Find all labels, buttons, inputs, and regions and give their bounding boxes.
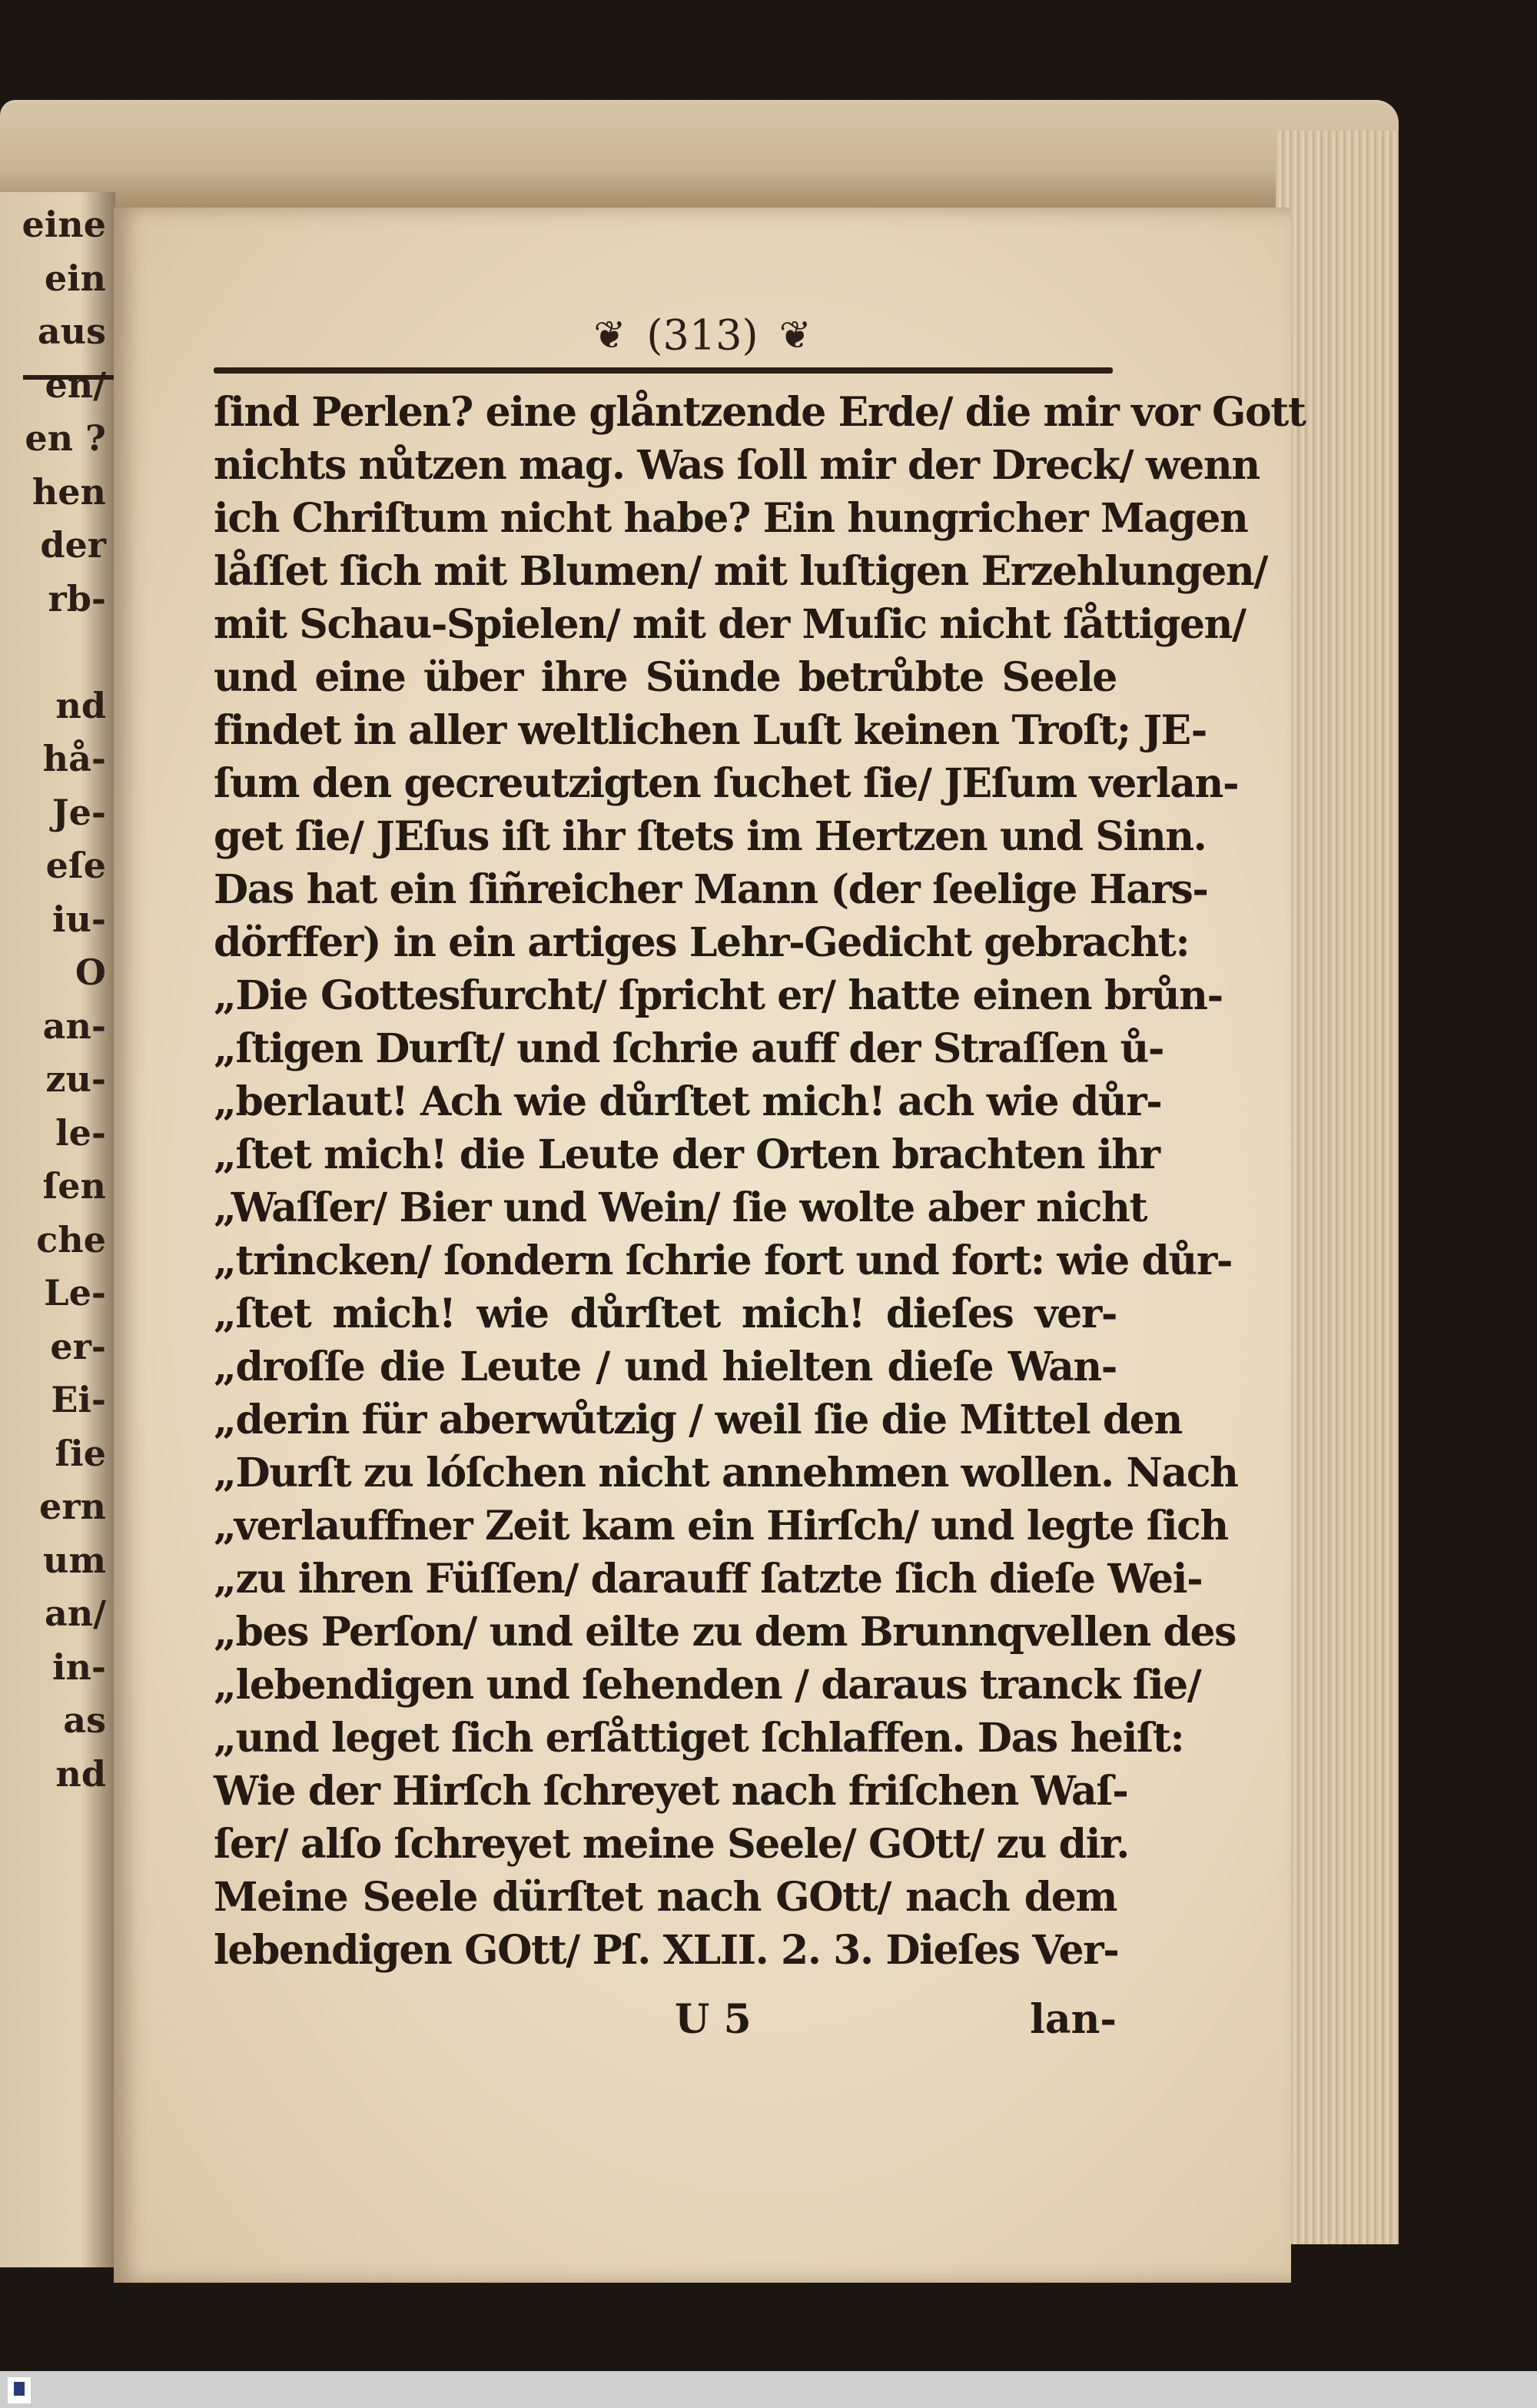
catchword: lan-: [1030, 1996, 1117, 2043]
text-line: „ſtigen Durſt/ und ſchrie auff der Straſſen ů-: [214, 1025, 1164, 1072]
text-line: låſſet ſich mit Blumen/ mit luſtigen Erzehlungen/: [214, 548, 1267, 595]
text-line: „ſtet mich! die Leute der Orten brachten ihr: [214, 1131, 1160, 1178]
text-line: „bes Perſon/ und eilte zu dem Brunnqvellen des: [214, 1609, 1237, 1656]
left-page-text-fragment: Je-: [51, 791, 106, 833]
text-line: und eine über ihre Sünde betrůbte Seele: [214, 654, 1117, 701]
left-page-text-fragment: aus: [37, 311, 106, 352]
text-line: „lebendigen und ſehenden / daraus tranck ſie/: [214, 1662, 1201, 1709]
signature-mark: U 5: [675, 1996, 752, 2043]
text-line: ſum den gecreutzigten ſuchet ſie/ JEſum verlan-: [214, 760, 1239, 807]
text-line: ſind Perlen? eine glåntzende Erde/ die mir vor Gott: [214, 389, 1306, 436]
left-page-text-fragment: hå-: [42, 738, 106, 779]
left-page-text-fragment: le-: [55, 1111, 106, 1154]
left-page-text-fragment: en/: [45, 364, 106, 406]
left-page-text-fragment: che: [36, 1218, 106, 1260]
text-line: mit Schau-Spielen/ mit der Muſic nicht ſåttigen/: [214, 601, 1246, 648]
text-line: Wie der Hirſch ſchreyet nach friſchen Waſ-: [214, 1768, 1128, 1815]
text-line: findet in aller weltlichen Luſt keinen Troſt; JE-: [214, 707, 1207, 754]
text-line: lebendigen GOtt/ Pſ. XLII. 2. 3. Dieſes Ver-: [214, 1927, 1119, 1974]
text-line: „Waſſer/ Bier und Wein/ ſie wolte aber nicht: [214, 1184, 1147, 1231]
left-page-text-fragment: an-: [42, 1005, 106, 1047]
left-page-text-fragment: eſe: [45, 845, 106, 886]
library-logo-icon: [8, 2377, 31, 2403]
left-page-text-fragment: nd: [55, 684, 106, 726]
fleuron-left-icon: ❦: [593, 313, 626, 357]
text-line: „Die Gottesfurcht/ ſpricht er/ hatte einen brůn-: [214, 972, 1223, 1019]
left-page-text-fragment: Le-: [44, 1272, 106, 1314]
left-page-text-fragment: en ?: [25, 417, 106, 459]
left-page-text-fragment: in-: [51, 1646, 106, 1688]
fore-edge: [1276, 131, 1399, 2244]
left-page-text-fragment: ern: [39, 1486, 106, 1527]
left-page-fragment: [0, 192, 115, 2267]
text-line: „und leget ſich erſåttiget ſchlaffen. Das heiſt:: [214, 1715, 1184, 1762]
left-page-text-fragment: er-: [50, 1325, 106, 1367]
left-page-text-fragment: iu-: [51, 898, 106, 940]
left-page-text-fragment: Ei-: [51, 1379, 106, 1420]
text-block: [214, 386, 1306, 1977]
left-page-text-fragment: hen: [32, 470, 106, 513]
left-page-text-fragment: as: [63, 1699, 106, 1741]
book-top-edge: [0, 100, 1399, 215]
left-page-text-fragment: der: [40, 524, 106, 566]
page-header: [114, 307, 1291, 360]
left-page-text-fragment: ein: [44, 257, 106, 299]
left-page-text-fragment: nd: [55, 1752, 106, 1795]
text-line: nichts nůtzen mag. Was ſoll mir der Dreck/ wenn: [214, 442, 1260, 489]
text-line: get ſie/ JEſus iſt ihr ſtets im Hertzen und Sinn.: [214, 813, 1207, 860]
viewer-footer-bar: [0, 2371, 1537, 2408]
text-line: „zu ihren Füſſen/ darauff ſatzte ſich dieſe Wei-: [214, 1556, 1203, 1603]
text-line: „ſtet mich! wie důrſtet mich! dieſes ver-: [214, 1290, 1117, 1337]
left-page-text-fragment: um: [42, 1539, 106, 1581]
left-page-text-fragment: ſie: [55, 1432, 106, 1474]
left-page-text-fragment: eine: [22, 204, 106, 245]
left-page-text-fragment: rb-: [48, 577, 106, 619]
text-line: dörffer) in ein artiges Lehr-Gedicht gebracht:: [214, 919, 1190, 966]
book-page: [114, 208, 1306, 2283]
text-line: ſer/ alſo ſchreyet meine Seele/ GOtt/ zu dir.: [214, 1821, 1129, 1868]
left-page-text-fragment: ſen: [42, 1165, 106, 1207]
fleuron-right-icon: ❦: [778, 313, 812, 357]
left-page-text-fragment: an/: [44, 1593, 106, 1634]
left-page-text-fragment: O: [75, 952, 106, 993]
text-line: „trincken/ ſondern ſchrie fort und fort: wie důr-: [214, 1237, 1233, 1284]
text-line: „Durſt zu lóſchen nicht annehmen wollen. Nach: [214, 1450, 1238, 1496]
text-line: ich Chriſtum nicht habe? Ein hungricher Magen: [214, 495, 1248, 542]
header-rule: [214, 367, 1113, 374]
left-page-text-fragment: zu-: [45, 1058, 106, 1100]
text-line: Meine Seele dürſtet nach GOtt/ nach dem: [214, 1874, 1117, 1921]
text-line: „derin für aberwůtzig / weil ſie die Mittel den: [214, 1397, 1182, 1443]
text-line: „berlaut! Ach wie důrſtet mich! ach wie důr-: [214, 1078, 1162, 1125]
text-line: „droſſe die Leute / und hielten dieſe Wan-: [214, 1343, 1117, 1390]
text-line: Das hat ein ſiñreicher Mann (der ſeelige Hars-: [214, 866, 1208, 913]
page-footer: [214, 1996, 1117, 2049]
text-line: „verlauffner Zeit kam ein Hirſch/ und legte ſich: [214, 1503, 1228, 1549]
page-number: (313): [646, 311, 759, 360]
